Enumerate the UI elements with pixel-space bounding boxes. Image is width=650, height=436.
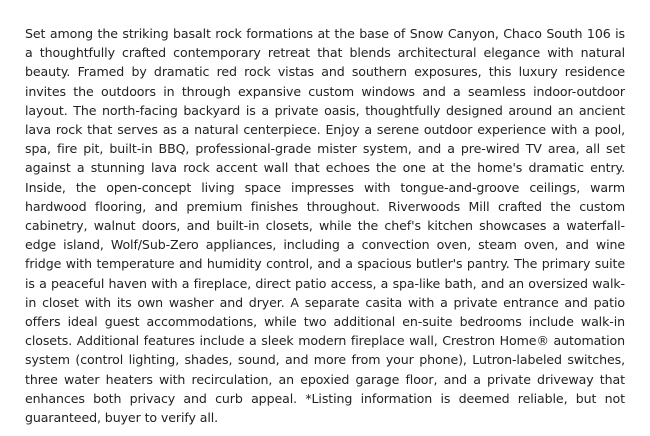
listing-description: Set among the striking basalt rock formations at the base of Snow Canyon, Chaco South 106 is a thoughtfully crafted contemporary retreat that blends architectural elegance with natural beauty. Framed by dramatic red rock vistas and southern exposures, this luxury residence invites the outdoors in through expansive custom windows and a seamless indoor-outdoor layout. The north-facing backyard is a private oasis, thoughtfully designed around an ancient lava rock that serves as a natural centerpiece. Enjoy a serene outdoor experience with a pool, spa, fire pit, built-in BBQ, professional-grade mister system, and a pre-wired TV area, all set against a stunning lava rock accent wall that echoes the one at the home's dramatic entry. Inside, the open-concept living space impresses with tongue-and-groove ceilings, warm hardwood flooring, and premium finishes throughout. Riverwoods Mill crafted the custom cabinetry, walnut doors, and built-in closets, while the chef's kitchen showcases a waterfall-edge island, Wolf/Sub-Zero appliances, including a convection oven, steam oven, and wine fridge with temperature and humidity control, and a spacious butler's pantry. The primary suite is a peaceful haven with a fireplace, direct patio access, a spa-like bath, and an oversized walk-in closet with its own washer and dryer. A separate casita with a private entrance and patio offers ideal guest accommodations, while two additional en-suite bedrooms include walk-in closets. Additional features include a sleek modern fireplace wall, Crestron Home® automation system (control lighting, shades, sound, and more from your phone), Lutron-labeled switches, three water heaters with recirculation, an epoxied garage floor, and a private driveway that enhances both privacy and curb appeal. *Listing information is deemed reliable, but not guaranteed, buyer to verify all.: [25, 26, 625, 426]
